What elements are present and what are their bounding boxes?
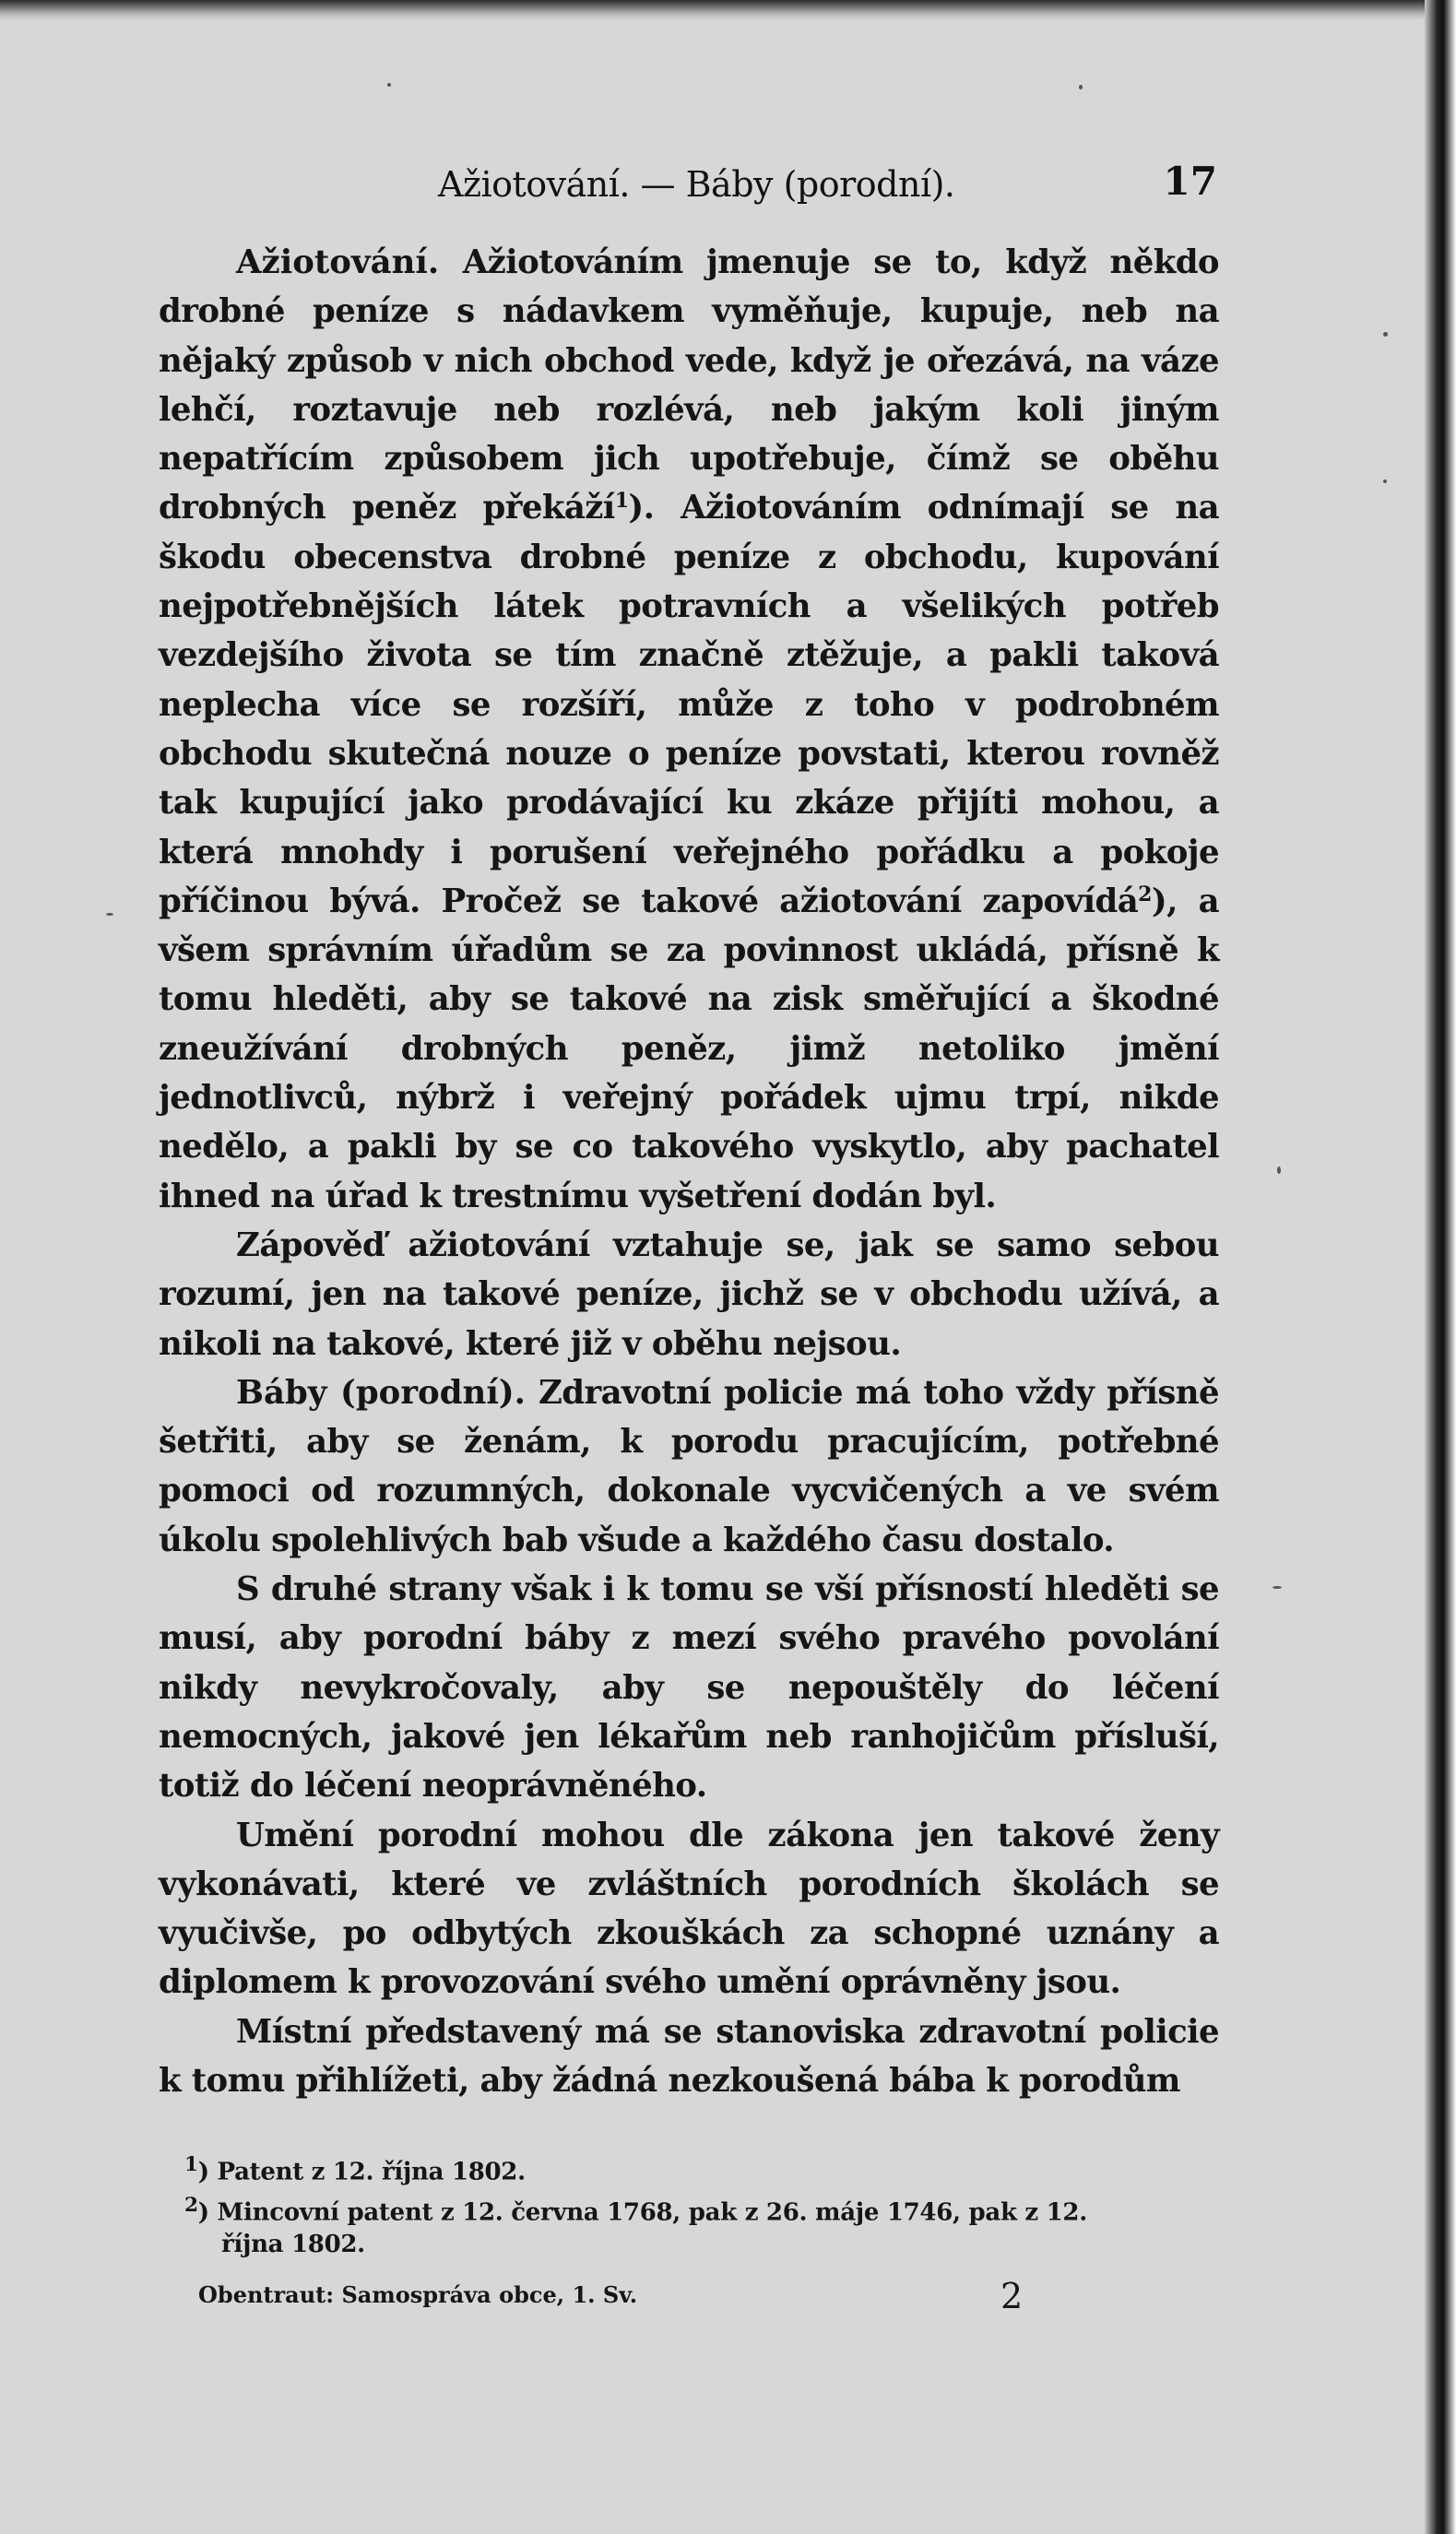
footnote-1 — [184, 2149, 1219, 2189]
paragraph-umeni-porodni: Umění porodní mohou dle zákona jen takové ženy vykonávati, které ve zvláštních porodních školách se vyučivše, po odbytých zkouškách za schopné uznány a diplomem k provozování svého umění oprávněny jsou. — [159, 1816, 1219, 2002]
footnote-text: ) Mincovní patent z 12. června 1768, pak z 26. máje 1746, pak z 12. — [197, 2198, 1087, 2227]
page-number: 17 — [1163, 159, 1217, 204]
paragraph-baby — [159, 1368, 1219, 1565]
scan-shadow-top — [0, 0, 1438, 20]
signature-title: Obentraut: Samospráva obce, 1. Sv. — [198, 2281, 638, 2308]
paragraph-text: Ažiotováním jmenuje se to, když někdo drobné peníze s nádavkem vyměňuje, kupuje, neb na nějaký způsob v nich obchod vede, když je ořezává, na váze lehčí, roztavuje neb rozlévá, neb jakým koli jiným nepatřícím způsobem jich upotřebuje, čímž se oběhu drobných peněz překáží — [159, 243, 1219, 527]
paragraph-zapoved: Zápověď ažiotování vztahuje se, jak se samo sebou rozumí, jen na takové peníze, jichž se v obchodu užívá, a nikoli na takové, které již v oběhu nejsou. — [159, 1226, 1219, 1363]
footnote-mark-2: 2 — [184, 2193, 198, 2217]
paragraph-text: Zdravotní policie má toho vždy přísně šetřiti, aby se ženám, k porodu pracujícím, potřebné pomoci od rozumných, dokonale vycvičených a ve svém úkolu spolehlivých bab všude a každého času dostalo. — [159, 1373, 1219, 1559]
scan-speck — [1273, 1586, 1282, 1589]
scan-speck — [1079, 85, 1083, 89]
body-text — [159, 238, 1219, 2105]
footnote-text: ) Patent z 12. října 1802. — [197, 2158, 526, 2186]
paragraph-text: ). Ažiotováním odnímají se na škodu obecenstva drobné peníze z obchodu, kupování nejpotřebnějších látek potravních a všelikých potřeb vezdejšího života se tím značně ztěžuje, a pakli taková neplecha více se rozšíří, může z toho v podrobném obchodu skutečná nouze o peníze povstati, kterou rovněž tak kupující jako prodávající ku zkáze přijíti mohou, a která mnohdy i porušení veřejného pořádku a pokoje příčinou bývá. Pročež se takové ažiotování zapovídá — [159, 489, 1220, 920]
scan-speck — [1383, 480, 1387, 483]
scan-speck — [106, 913, 113, 916]
footnote-ref-1: 1 — [614, 489, 629, 514]
paragraph-aziotovani — [159, 238, 1219, 1221]
footnote-2-continued: října 1802. — [221, 2231, 365, 2259]
entry-heading-baby: Báby (porodní). — [236, 1373, 526, 1412]
scan-speck — [1277, 1166, 1281, 1174]
scan-speck — [1383, 332, 1388, 337]
paragraph-druhe-strany: S druhé strany však i k tomu se vší přísností hleděti se musí, aby porodní báby z mezí svého pravého povolání nikdy nevykročovaly, aby se nepouštěly do léčení nemocných, jakové jen lékařům neb ranhojičům přísluší, totiž do léčení neoprávněného. — [159, 1570, 1219, 1806]
entry-heading-aziotovani: Ažiotování. — [236, 243, 440, 281]
footnote-2 — [184, 2189, 1219, 2230]
scan-edge-right — [1425, 0, 1456, 2534]
signature-number: 2 — [1000, 2276, 1024, 2316]
scan-speck — [387, 83, 391, 87]
printer-signature — [198, 2276, 1028, 2317]
footnote-mark-1: 1 — [184, 2153, 198, 2176]
footnotes — [184, 2149, 1219, 2261]
running-title: Ažiotování. — Báby (porodní). — [438, 164, 955, 205]
paragraph-text: ), a všem správním úřadům se za povinnost ukládá, přísně k tomu hleděti, aby se takové na zisk směřující a škodné zneužívání drobných peněz, jimž netoliko jmění jednotlivců, nýbrž i veřejný pořádek ujmu trpí, nikde nedělo, a pakli by se co takového vyskytlo, aby pachatel ihned na úřad k trestnímu vyšetření dodán byl. — [159, 882, 1219, 1215]
footnote-ref-2: 2 — [1138, 882, 1152, 906]
page-header — [161, 157, 1217, 221]
paragraph-mistni-predstaveny: Místní představený má se stanoviska zdravotní policie k tomu přihlížeti, aby žádná nezkoušená bába k porodům — [159, 2012, 1219, 2100]
